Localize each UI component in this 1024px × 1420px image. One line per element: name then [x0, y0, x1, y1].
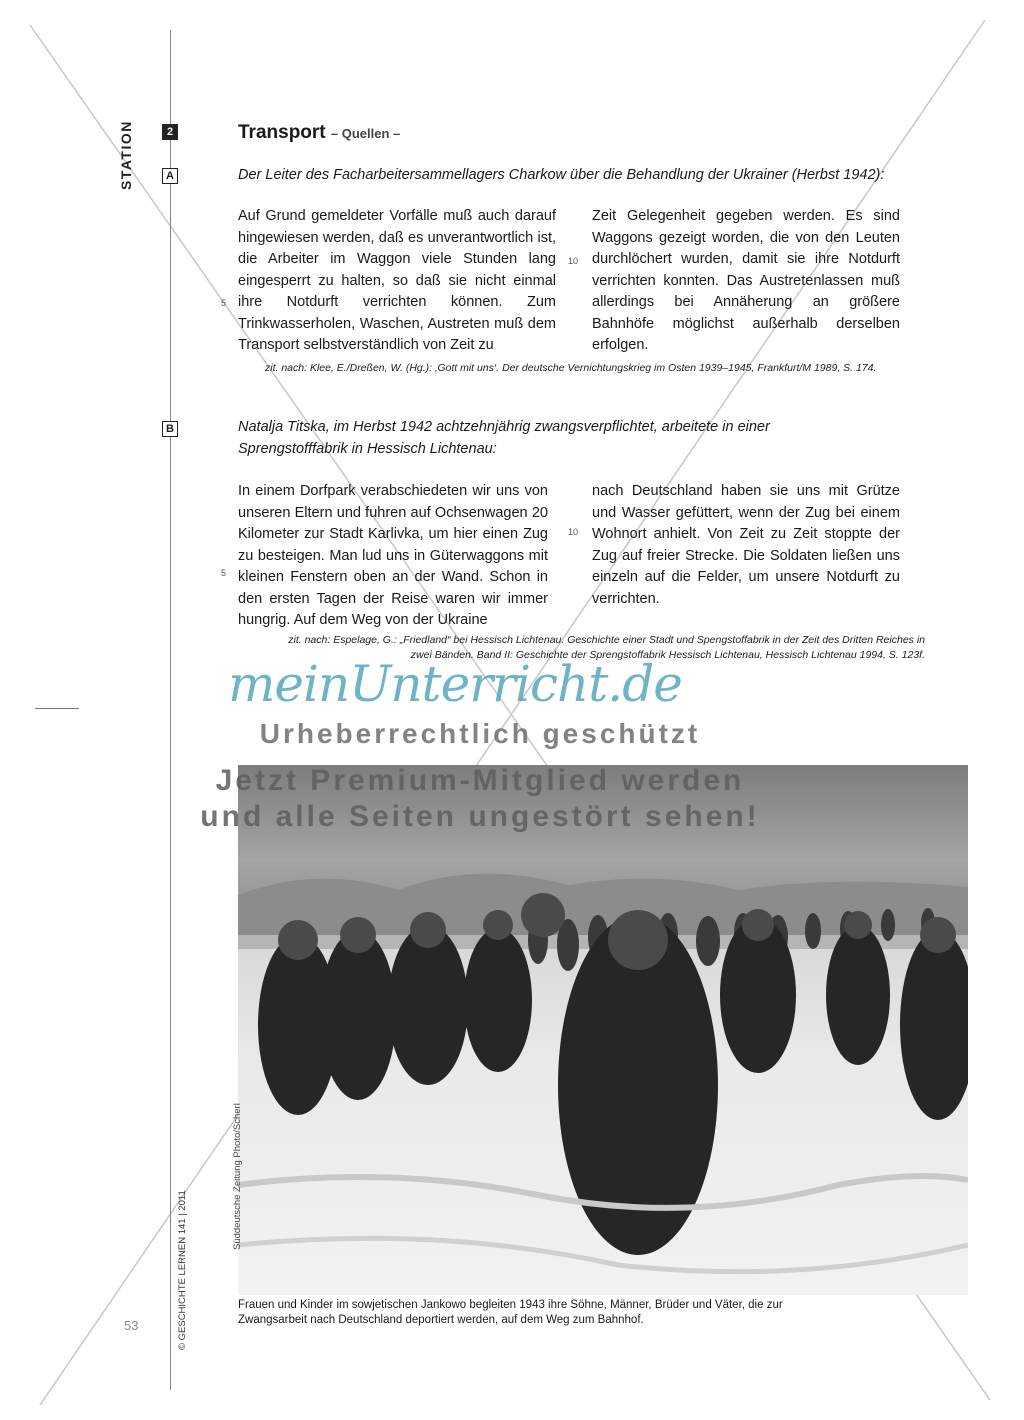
page-number: 53: [124, 1318, 139, 1333]
source-a-line-5: 5: [221, 298, 227, 308]
source-a-marker: A: [162, 168, 178, 184]
watermark-line-3: und alle Seiten ungestört sehen!: [200, 800, 760, 833]
watermark-line-1: Urheberrechtlich geschützt: [259, 718, 701, 749]
side-tick-rule: [35, 708, 79, 709]
station-label: STATION: [118, 120, 134, 190]
source-b-marker: B: [162, 421, 178, 437]
source-a-intro: Der Leiter des Facharbeitersammellagers Charkow über die Behandlung der Ukrainer (Herbst 1942):: [238, 167, 885, 183]
source-b-intro: Natalja Titska, im Herbst 1942 achtzehnjährig zwangsverpflichtet, arbeitete in einer Sprengstofffabrik in Hessisch Lichtenau:: [238, 419, 770, 457]
source-a-column-2: Zeit Gelegenheit gegeben werden. Es sind Waggons gezeigt worden, die von den Leuten durchlöchert wurden, damit sie ihre Notdurft verrichten konnten. Das Austretenlassen muß allerdings bei Annäherung an größere Bahnhöfe möglichst außerhalb derselben erfolgen.: [592, 208, 900, 353]
photo-caption: Frauen und Kinder im sowjetischen Jankowo begleiten 1943 ihre Söhne, Männer, Brüder und Väter, die zur Zwangsarbeit nach Deutschland deportiert werden, auf dem Weg zum Bahnhof.: [238, 1299, 783, 1326]
historical-photo: [238, 765, 968, 1295]
photo-credit: Süddeutsche Zeitung Photo/Scherl: [232, 1103, 243, 1250]
page-title: [238, 122, 400, 144]
title-main: Transport: [238, 122, 326, 143]
source-b-citation: zit. nach: Espelage, G.: „Friedland“ bei Hessisch Lichtenau. Geschichte einer Stadt und Spengstoffabrik in der Zeit des Dritten Reiches in zwei Bänden. Band II: Geschichte der Sprengstoffabrik Hessisch Lichtenau, Hessisch Lichtenau 1994, S. 123f.: [288, 634, 925, 661]
left-margin-rule: [170, 30, 171, 1390]
source-b-line-10: 10: [568, 527, 579, 537]
station-number-badge: 2: [162, 124, 178, 140]
source-b-line-5: 5: [221, 568, 227, 578]
watermark-logo: meinUnterricht.de: [228, 655, 682, 713]
source-a-column-1: Auf Grund gemeldeter Vorfälle muß auch darauf hingewiesen werden, daß es unverantwortlich ist, die Arbeiter im Waggon viele Stunden lang eingesperrt zu halten, so daß sie nicht einmal ihre Notdurft verrichten können. Zum Trinkwasserholen, Waschen, Austreten muß dem Transport selbstverständlich von Zeit zu: [238, 208, 556, 353]
title-sub: – Quellen –: [330, 126, 401, 141]
journal-footer: © GESCHICHTE LERNEN 141 | 2011: [177, 1190, 188, 1350]
watermark-line-2: Jetzt Premium-Mitglied werden: [215, 764, 745, 797]
source-b-column-1: In einem Dorfpark verabschiedeten wir uns von unseren Eltern und fuhren auf Ochsenwagen 20 Kilometer zur Stadt Karlivka, um hier einen Zug zu besteigen. Man lud uns in Güterwaggons mit kleinen Fenstern oben an der Wand. Schon in den ersten Tagen der Reise waren wir immer hungrig. Auf dem Weg von der Ukraine: [238, 483, 548, 628]
photo-illustration: [238, 765, 968, 1295]
source-b-column-2: nach Deutschland haben sie uns mit Grütze und Wasser gefüttert, wenn der Zug bei einem Wohnort anhielt. Von Zeit zu Zeit stoppte der Zug auf freier Strecke. Die Soldaten ließen uns einzeln auf die Felder, um unsere Notdurft zu verrichten.: [592, 483, 900, 607]
source-a-line-10: 10: [568, 256, 579, 266]
source-a-citation: zit. nach: Klee, E./Dreßen, W. (Hg.): ‚Gott mit uns‘. Der deutsche Vernichtungskrieg im Osten 1939–1945, Frankfurt/M 1989, S. 174.: [265, 362, 877, 374]
